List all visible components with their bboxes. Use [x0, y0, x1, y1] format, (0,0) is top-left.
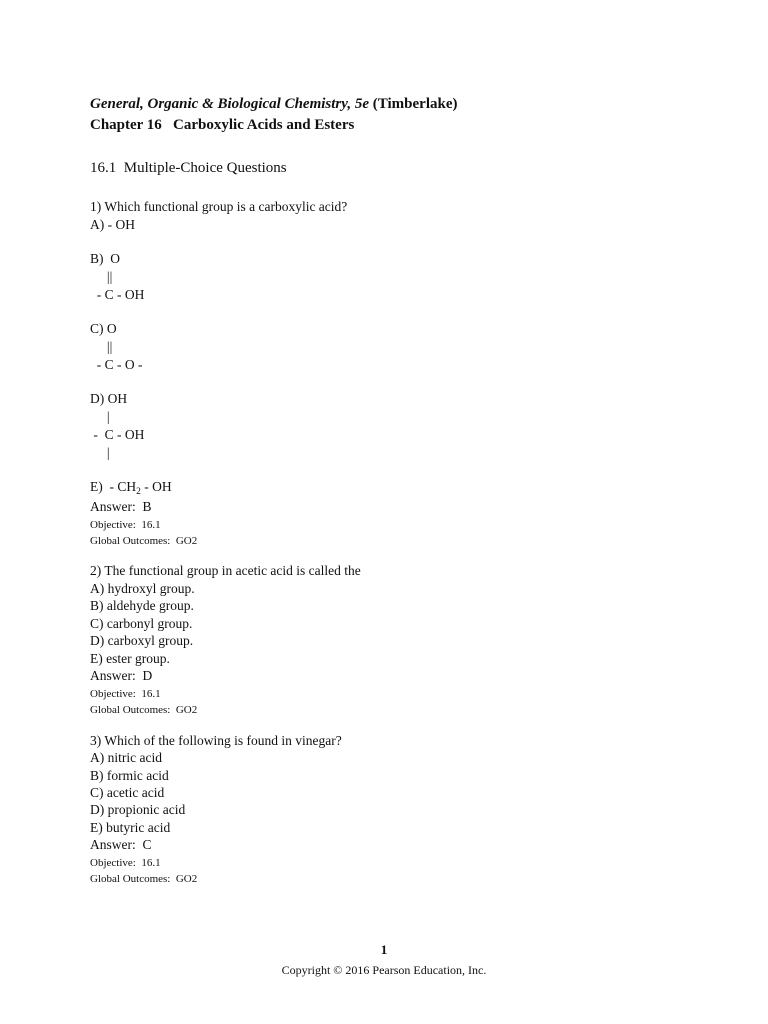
chapter-title: Chapter 16 Carboxylic Acids and Esters — [90, 117, 355, 133]
q1-option-b-line3: - C - OH — [90, 287, 145, 302]
q2-answer: Answer: D — [90, 668, 153, 683]
copyright-notice: Copyright © 2016 Pearson Education, Inc. — [281, 963, 487, 977]
q1-option-c-line1: C) O — [90, 321, 117, 336]
q3-answer: Answer: C — [90, 837, 152, 852]
q1-option-d-line2: | — [90, 409, 110, 424]
q3-option-c: C) acetic acid — [90, 785, 165, 800]
q1-option-d-line4: | — [90, 445, 110, 460]
q3-option-a: A) nitric acid — [90, 750, 162, 765]
q1-option-e-pre: E) - CH — [90, 479, 137, 494]
book-title-line — [90, 96, 458, 112]
q1-option-a: A) - OH — [90, 217, 135, 232]
q1-option-c-line2: || — [90, 339, 113, 354]
q1-question: 1) Which functional group is a carboxylic acid? — [90, 199, 348, 214]
q1-option-e — [90, 479, 172, 497]
q3-option-b: B) formic acid — [90, 768, 169, 783]
q3-question: 3) Which of the following is found in vinegar? — [90, 733, 342, 748]
q1-objective: Objective: 16.1 — [90, 519, 161, 531]
q1-answer: Answer: B — [90, 499, 152, 514]
q2-objective: Objective: 16.1 — [90, 688, 161, 700]
q1-option-d-line3: - C - OH — [90, 427, 145, 442]
q1-option-c-line3: - C - O - — [90, 357, 143, 372]
q1-outcomes: Global Outcomes: GO2 — [90, 535, 198, 547]
q2-option-e: E) ester group. — [90, 651, 170, 666]
q2-outcomes: Global Outcomes: GO2 — [90, 704, 198, 716]
page-number: 1 — [380, 942, 388, 957]
author: (Timberlake) — [369, 96, 458, 112]
q1-option-e-post: - OH — [140, 479, 172, 494]
q3-option-e: E) butyric acid — [90, 820, 171, 835]
q2-question: 2) The functional group in acetic acid is called the — [90, 563, 361, 578]
q1-option-b-line2: || — [90, 269, 113, 284]
book-title: General, Organic & Biological Chemistry, 5e — [90, 96, 370, 112]
q1-option-b-line1: B) O — [90, 251, 120, 266]
q1-option-e-subscript: 2 — [136, 487, 141, 497]
q3-option-d: D) propionic acid — [90, 802, 186, 817]
q2-option-d: D) carboxyl group. — [90, 633, 194, 648]
q1-option-d-line1: D) OH — [90, 391, 128, 406]
section-heading: 16.1 Multiple-Choice Questions — [90, 160, 287, 176]
q2-option-c: C) carbonyl group. — [90, 616, 193, 631]
q3-objective: Objective: 16.1 — [90, 857, 161, 869]
q2-option-b: B) aldehyde group. — [90, 598, 194, 613]
q2-option-a: A) hydroxyl group. — [90, 581, 195, 596]
q3-outcomes: Global Outcomes: GO2 — [90, 873, 198, 885]
